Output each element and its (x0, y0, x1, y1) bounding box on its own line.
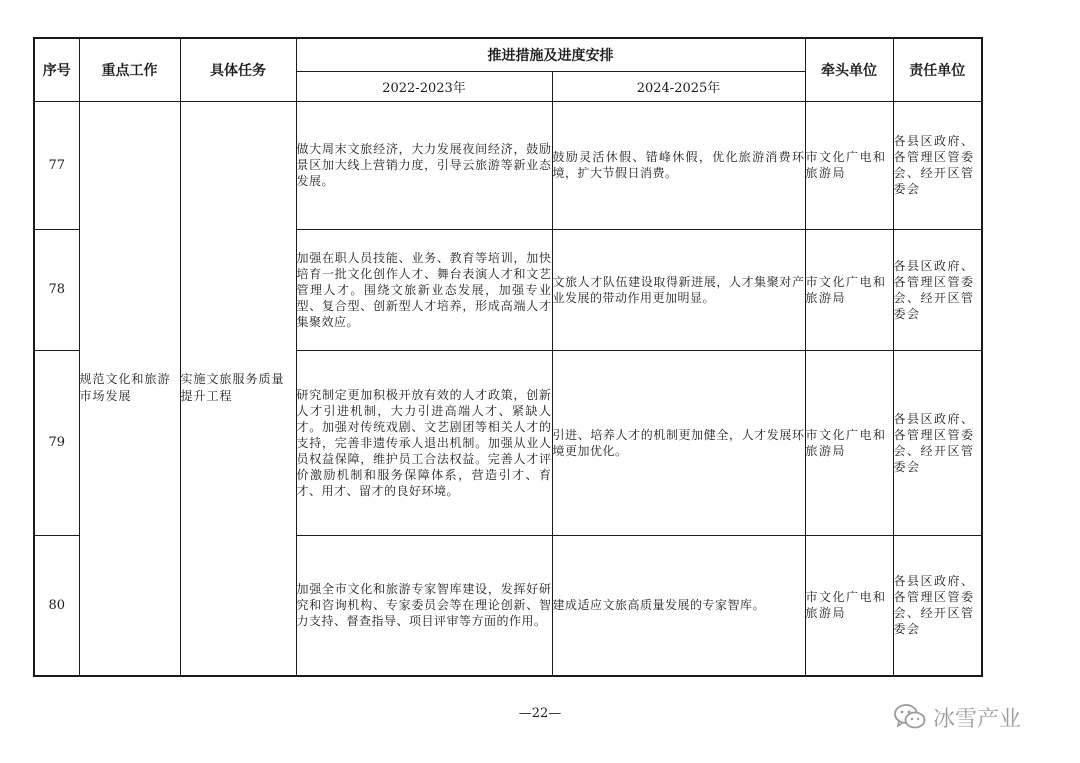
row-seq: 78 (34, 229, 79, 350)
header-measures: 推进措施及进度安排 (296, 38, 805, 71)
table-row (34, 101, 982, 229)
header-period-2022: 2022-2023年 (296, 71, 552, 101)
row-measure-2022: 加强全市文化和旅游专家智库建设，发挥好研究和咨询机构、专家委员会等在理论创新、智力支持、督查指导、项目评审等方面的作用。 (296, 535, 552, 676)
row-measure-2024: 文旅人才队伍建设取得新进展，人才集聚对产业发展的带动作用更加明显。 (552, 229, 805, 350)
row-measure-2024: 引进、培养人才的机制更加健全，人才发展环境更加优化。 (552, 350, 805, 535)
header-seq: 序号 (34, 38, 79, 101)
row-measure-2024: 鼓励灵活休假、错峰休假，优化旅游消费环境，扩大节假日消费。 (552, 101, 805, 229)
row-seq: 77 (34, 101, 79, 229)
header-resp-unit: 责任单位 (893, 38, 982, 101)
row-lead-unit: 市文化广电和旅游局 (805, 350, 893, 535)
header-key-work: 重点工作 (79, 38, 180, 101)
row-seq: 79 (34, 350, 79, 535)
row-resp-unit: 各县区政府、各管理区管委会、经开区管委会 (893, 535, 982, 676)
row-lead-unit: 市文化广电和旅游局 (805, 535, 893, 676)
row-measure-2022: 做大周末文旅经济，大力发展夜间经济，鼓励景区加大线上营销力度，引导云旅游等新业态发展。 (296, 101, 552, 229)
row-resp-unit: 各县区政府、各管理区管委会、经开区管委会 (893, 229, 982, 350)
wechat-icon (893, 703, 927, 731)
header-lead-unit: 牵头单位 (805, 38, 893, 101)
row-lead-unit: 市文化广电和旅游局 (805, 229, 893, 350)
page-number: —22— (518, 706, 562, 721)
watermark-text: 冰雪产业 (933, 706, 1022, 732)
row-measure-2022: 研究制定更加积极开放有效的人才政策，创新人才引进机制，大力引进高端人才、紧缺人才。加强对传统戏剧、文艺剧团等相关人才的支持，完善非遗传承人退出机制。加强从业人员权益保障，维护员工合法权益。完善人才评价激励机制和服务保障体系，营造引才、育才、用才、留才的良好环境。 (296, 350, 552, 535)
row-resp-unit: 各县区政府、各管理区管委会、经开区管委会 (893, 350, 982, 535)
plan-table (33, 37, 983, 677)
watermark (893, 700, 1021, 734)
row-resp-unit: 各县区政府、各管理区管委会、经开区管委会 (893, 101, 982, 229)
row-measure-2022: 加强在职人员技能、业务、教育等培训，加快培育一批文化创作人才、舞台表演人才和文艺管理人才。围绕文旅新业态发展，加强专业型、复合型、创新型人才培养，形成高端人才集聚效应。 (296, 229, 552, 350)
row-seq: 80 (34, 535, 79, 676)
task-cell: 实施文旅服务质量提升工程 (180, 101, 296, 676)
row-measure-2024: 建成适应文旅高质量发展的专家智库。 (552, 535, 805, 676)
header-task: 具体任务 (180, 38, 296, 101)
row-lead-unit: 市文化广电和旅游局 (805, 101, 893, 229)
key-work-cell: 规范文化和旅游市场发展 (79, 101, 180, 676)
header-period-2024: 2024-2025年 (552, 71, 805, 101)
